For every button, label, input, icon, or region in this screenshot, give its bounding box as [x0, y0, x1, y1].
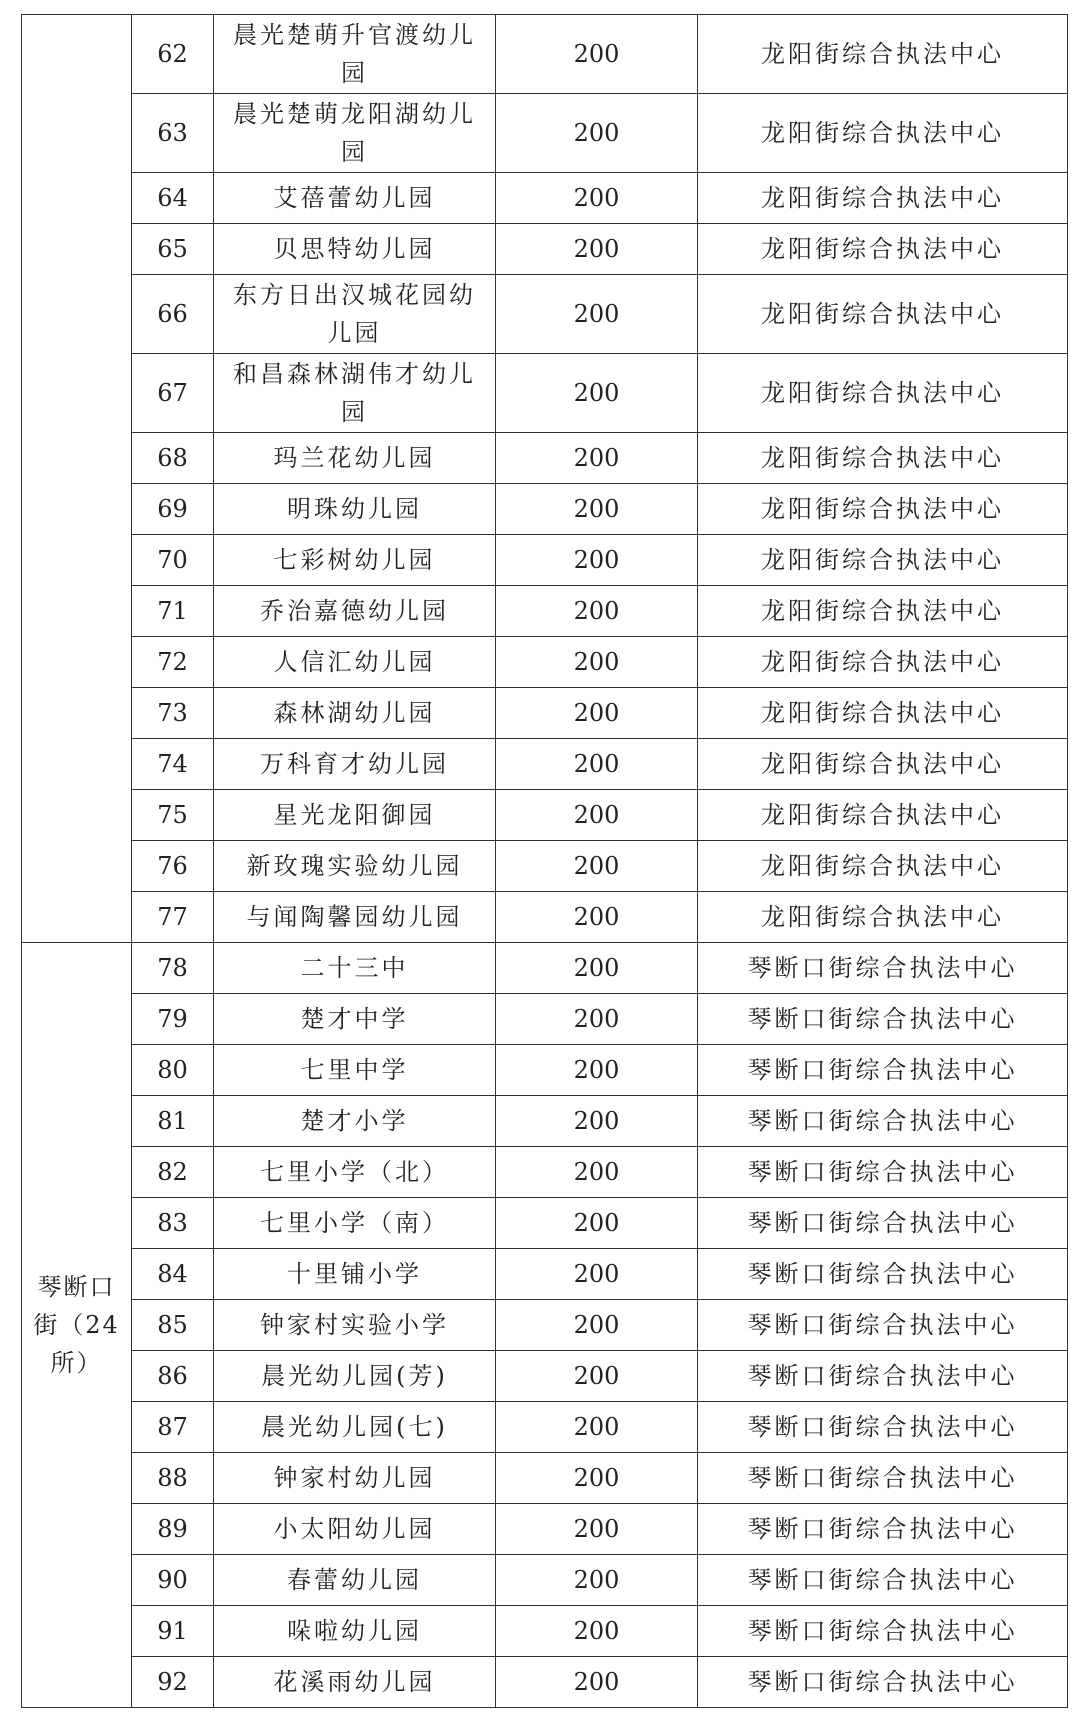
quantity-cell: 200 — [496, 173, 698, 224]
table-row — [22, 1300, 1068, 1351]
quantity-cell: 200 — [496, 1198, 698, 1249]
quantity-cell: 200 — [496, 15, 698, 94]
quantity-cell: 200 — [496, 433, 698, 484]
school-name: 花溪雨幼儿园 — [214, 1657, 496, 1708]
quantity-cell: 200 — [496, 1606, 698, 1657]
table-row — [22, 586, 1068, 637]
quantity-cell: 200 — [496, 943, 698, 994]
school-name: 贝思特幼儿园 — [214, 224, 496, 275]
district-cell-longyang — [22, 15, 132, 943]
district-cell-qinduankou: 琴断口街（24所） — [22, 943, 132, 1708]
school-name: 楚才小学 — [214, 1096, 496, 1147]
school-name: 艾蓓蕾幼儿园 — [214, 173, 496, 224]
quantity-cell: 200 — [496, 1249, 698, 1300]
table-row — [22, 1249, 1068, 1300]
row-number: 70 — [132, 535, 214, 586]
school-name: 晨光楚萌升官渡幼儿园 — [214, 15, 496, 94]
table-row — [22, 484, 1068, 535]
table-row — [22, 15, 1068, 94]
responsible-unit: 龙阳街综合执法中心 — [698, 94, 1068, 173]
row-number: 90 — [132, 1555, 214, 1606]
table-row — [22, 275, 1068, 354]
table-row — [22, 1045, 1068, 1096]
table-row — [22, 1606, 1068, 1657]
school-name: 七彩树幼儿园 — [214, 535, 496, 586]
table-row — [22, 1147, 1068, 1198]
responsible-unit: 龙阳街综合执法中心 — [698, 841, 1068, 892]
table-row — [22, 94, 1068, 173]
row-number: 72 — [132, 637, 214, 688]
quantity-cell: 200 — [496, 790, 698, 841]
quantity-cell: 200 — [496, 637, 698, 688]
row-number: 73 — [132, 688, 214, 739]
quantity-cell: 200 — [496, 484, 698, 535]
table-row — [22, 433, 1068, 484]
school-name: 新玫瑰实验幼儿园 — [214, 841, 496, 892]
responsible-unit: 琴断口街综合执法中心 — [698, 1300, 1068, 1351]
row-number: 81 — [132, 1096, 214, 1147]
row-number: 77 — [132, 892, 214, 943]
school-name: 七里小学（北） — [214, 1147, 496, 1198]
row-number: 76 — [132, 841, 214, 892]
table-row — [22, 1657, 1068, 1708]
quantity-cell: 200 — [496, 688, 698, 739]
row-number: 89 — [132, 1504, 214, 1555]
table-row — [22, 1555, 1068, 1606]
row-number: 85 — [132, 1300, 214, 1351]
table-row — [22, 1351, 1068, 1402]
school-name: 晨光楚萌龙阳湖幼儿园 — [214, 94, 496, 173]
table-body — [22, 15, 1068, 1708]
responsible-unit: 琴断口街综合执法中心 — [698, 1096, 1068, 1147]
row-number: 82 — [132, 1147, 214, 1198]
school-name: 和昌森林湖伟才幼儿园 — [214, 354, 496, 433]
quantity-cell: 200 — [496, 94, 698, 173]
school-name: 晨光幼儿园(芳) — [214, 1351, 496, 1402]
quantity-cell: 200 — [496, 224, 698, 275]
row-number: 88 — [132, 1453, 214, 1504]
table-row — [22, 841, 1068, 892]
row-number: 91 — [132, 1606, 214, 1657]
responsible-unit: 琴断口街综合执法中心 — [698, 1606, 1068, 1657]
school-name: 东方日出汉城花园幼儿园 — [214, 275, 496, 354]
responsible-unit: 琴断口街综合执法中心 — [698, 1657, 1068, 1708]
school-name: 钟家村幼儿园 — [214, 1453, 496, 1504]
responsible-unit: 龙阳街综合执法中心 — [698, 535, 1068, 586]
responsible-unit: 琴断口街综合执法中心 — [698, 1045, 1068, 1096]
row-number: 66 — [132, 275, 214, 354]
table-row — [22, 1198, 1068, 1249]
responsible-unit: 龙阳街综合执法中心 — [698, 586, 1068, 637]
quantity-cell: 200 — [496, 994, 698, 1045]
quantity-cell: 200 — [496, 892, 698, 943]
row-number: 63 — [132, 94, 214, 173]
table-row — [22, 892, 1068, 943]
responsible-unit: 龙阳街综合执法中心 — [698, 15, 1068, 94]
table-row — [22, 1453, 1068, 1504]
quantity-cell: 200 — [496, 275, 698, 354]
table-row — [22, 354, 1068, 433]
quantity-cell: 200 — [496, 1402, 698, 1453]
school-name: 钟家村实验小学 — [214, 1300, 496, 1351]
row-number: 84 — [132, 1249, 214, 1300]
school-name: 春蕾幼儿园 — [214, 1555, 496, 1606]
row-number: 65 — [132, 224, 214, 275]
school-name: 森林湖幼儿园 — [214, 688, 496, 739]
responsible-unit: 龙阳街综合执法中心 — [698, 637, 1068, 688]
row-number: 75 — [132, 790, 214, 841]
school-name: 十里铺小学 — [214, 1249, 496, 1300]
responsible-unit: 琴断口街综合执法中心 — [698, 943, 1068, 994]
responsible-unit: 龙阳街综合执法中心 — [698, 173, 1068, 224]
table-row — [22, 173, 1068, 224]
row-number: 64 — [132, 173, 214, 224]
school-name: 星光龙阳御园 — [214, 790, 496, 841]
responsible-unit: 龙阳街综合执法中心 — [698, 892, 1068, 943]
school-name: 七里小学（南） — [214, 1198, 496, 1249]
responsible-unit: 琴断口街综合执法中心 — [698, 1147, 1068, 1198]
school-name: 玛兰花幼儿园 — [214, 433, 496, 484]
quantity-cell: 200 — [496, 841, 698, 892]
responsible-unit: 龙阳街综合执法中心 — [698, 433, 1068, 484]
quantity-cell: 200 — [496, 1045, 698, 1096]
row-number: 78 — [132, 943, 214, 994]
school-name: 万科育才幼儿园 — [214, 739, 496, 790]
row-number: 92 — [132, 1657, 214, 1708]
row-number: 83 — [132, 1198, 214, 1249]
row-number: 62 — [132, 15, 214, 94]
row-number: 87 — [132, 1402, 214, 1453]
school-name: 晨光幼儿园(七) — [214, 1402, 496, 1453]
quantity-cell: 200 — [496, 1300, 698, 1351]
responsible-unit: 龙阳街综合执法中心 — [698, 224, 1068, 275]
quantity-cell: 200 — [496, 354, 698, 433]
school-name: 小太阳幼儿园 — [214, 1504, 496, 1555]
table-row — [22, 943, 1068, 994]
table-row — [22, 224, 1068, 275]
quantity-cell: 200 — [496, 1351, 698, 1402]
quantity-cell: 200 — [496, 1555, 698, 1606]
responsible-unit: 琴断口街综合执法中心 — [698, 1504, 1068, 1555]
row-number: 68 — [132, 433, 214, 484]
row-number: 74 — [132, 739, 214, 790]
quantity-cell: 200 — [496, 1657, 698, 1708]
responsible-unit: 龙阳街综合执法中心 — [698, 739, 1068, 790]
row-number: 67 — [132, 354, 214, 433]
quantity-cell: 200 — [496, 739, 698, 790]
responsible-unit: 琴断口街综合执法中心 — [698, 1198, 1068, 1249]
school-name: 哚啦幼儿园 — [214, 1606, 496, 1657]
table-row — [22, 994, 1068, 1045]
school-name: 二十三中 — [214, 943, 496, 994]
quantity-cell: 200 — [496, 1504, 698, 1555]
school-name: 楚才中学 — [214, 994, 496, 1045]
school-name: 明珠幼儿园 — [214, 484, 496, 535]
row-number: 71 — [132, 586, 214, 637]
responsible-unit: 龙阳街综合执法中心 — [698, 484, 1068, 535]
school-list-table — [21, 14, 1068, 1708]
table-row — [22, 1096, 1068, 1147]
table-row — [22, 535, 1068, 586]
quantity-cell: 200 — [496, 586, 698, 637]
school-name: 七里中学 — [214, 1045, 496, 1096]
school-name: 乔治嘉德幼儿园 — [214, 586, 496, 637]
responsible-unit: 龙阳街综合执法中心 — [698, 688, 1068, 739]
quantity-cell: 200 — [496, 1147, 698, 1198]
quantity-cell: 200 — [496, 1096, 698, 1147]
row-number: 86 — [132, 1351, 214, 1402]
responsible-unit: 琴断口街综合执法中心 — [698, 1249, 1068, 1300]
responsible-unit: 琴断口街综合执法中心 — [698, 1402, 1068, 1453]
table-row — [22, 739, 1068, 790]
quantity-cell: 200 — [496, 535, 698, 586]
row-number: 79 — [132, 994, 214, 1045]
responsible-unit: 龙阳街综合执法中心 — [698, 790, 1068, 841]
responsible-unit: 龙阳街综合执法中心 — [698, 354, 1068, 433]
responsible-unit: 琴断口街综合执法中心 — [698, 994, 1068, 1045]
school-name: 人信汇幼儿园 — [214, 637, 496, 688]
row-number: 69 — [132, 484, 214, 535]
responsible-unit: 琴断口街综合执法中心 — [698, 1453, 1068, 1504]
row-number: 80 — [132, 1045, 214, 1096]
responsible-unit: 龙阳街综合执法中心 — [698, 275, 1068, 354]
school-name: 与闻陶馨园幼儿园 — [214, 892, 496, 943]
quantity-cell: 200 — [496, 1453, 698, 1504]
table-row — [22, 1402, 1068, 1453]
responsible-unit: 琴断口街综合执法中心 — [698, 1351, 1068, 1402]
table-row — [22, 688, 1068, 739]
table-row — [22, 637, 1068, 688]
table-row — [22, 1504, 1068, 1555]
table-row — [22, 790, 1068, 841]
responsible-unit: 琴断口街综合执法中心 — [698, 1555, 1068, 1606]
